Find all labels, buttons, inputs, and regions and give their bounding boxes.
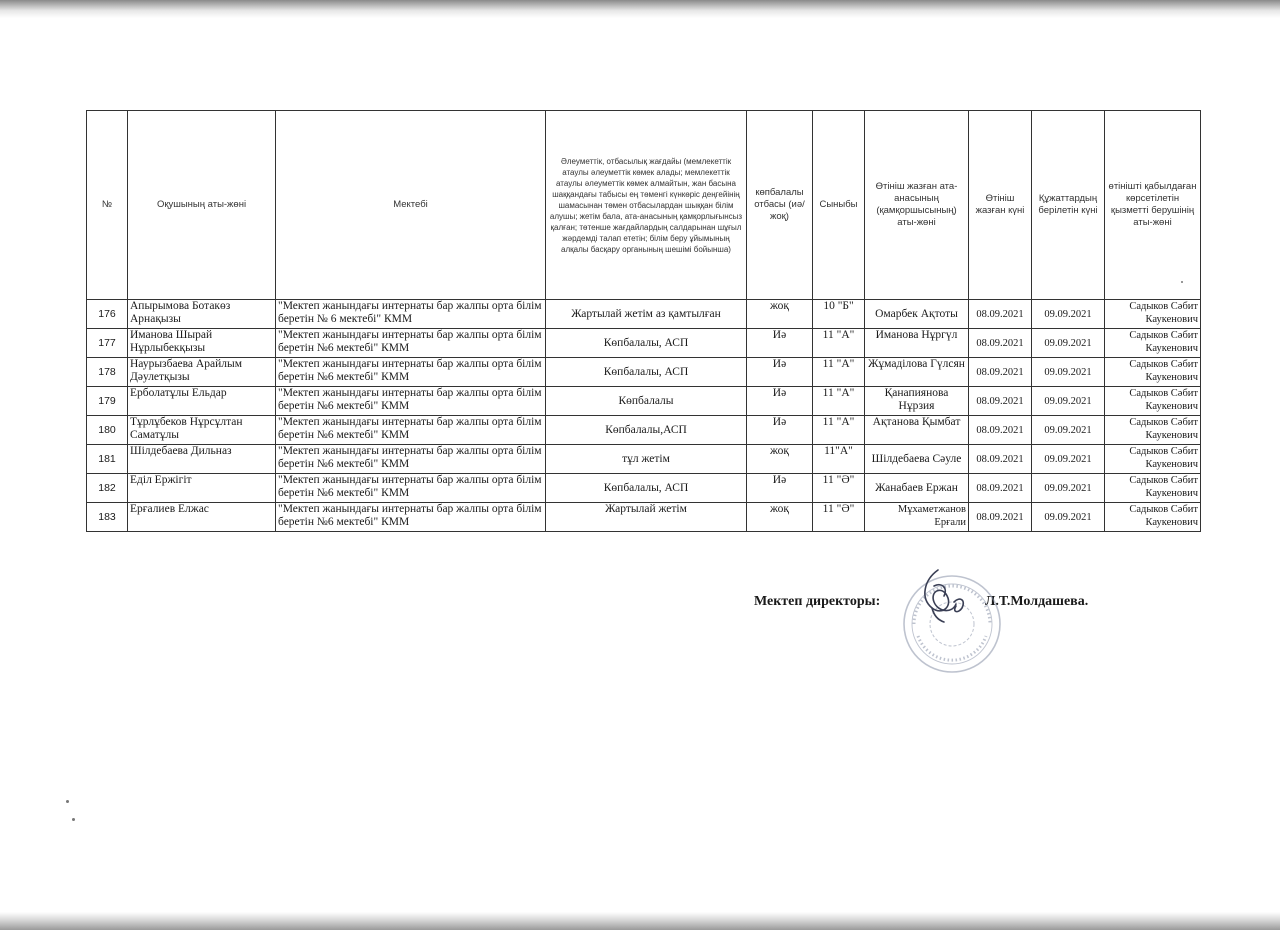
seal-ring-icon [904, 576, 1000, 672]
student-name: Наурызбаева Арайлым Дәулетқызы [128, 358, 276, 387]
student-register-table [86, 110, 1201, 532]
grade: 11 "А" [813, 387, 865, 416]
grade: 10 "Б" [813, 300, 865, 329]
provider-name: Садыков Сәбит Каукенович [1105, 474, 1201, 503]
large-family: Иә [747, 387, 813, 416]
school-name: "Мектеп жанындағы интернаты бар жалпы орта білім беретін №6 мектебі" КММ [276, 387, 546, 416]
table-row [87, 416, 1201, 445]
social-status: Жартылай жетім аз қамтылған [546, 300, 747, 329]
large-family: Иә [747, 474, 813, 503]
application-date: 08.09.2021 [969, 329, 1032, 358]
scan-bottom-edge [0, 912, 1280, 930]
provider-name: Садыков Сәбит Каукенович [1105, 416, 1201, 445]
issue-date: 09.09.2021 [1032, 300, 1105, 329]
header-provider: өтінішті қабылдаған көрсетілетін қызметті берушінің аты-жөні [1105, 111, 1201, 300]
issue-date: 09.09.2021 [1032, 474, 1105, 503]
social-status: Көпбалалы, АСП [546, 358, 747, 387]
large-family: Иә [747, 329, 813, 358]
application-date: 08.09.2021 [969, 503, 1032, 532]
school-name: "Мектеп жанындағы интернаты бар жалпы орта білім беретін № 6 мектебі" КММ [276, 300, 546, 329]
director-name: Л.Т.Молдашева. [985, 594, 1089, 609]
grade: 11 "А" [813, 416, 865, 445]
table-header-row [87, 111, 1201, 300]
table-row [87, 358, 1201, 387]
student-name: Ерғалиев Елжас [128, 503, 276, 532]
provider-name: Садыков Сәбит Каукенович [1105, 358, 1201, 387]
application-date: 08.09.2021 [969, 474, 1032, 503]
parent-name: Омарбек Ақтоты [865, 300, 969, 329]
parent-name: Қанапиянова Нұрзия [865, 387, 969, 416]
grade: 11 "А" [813, 358, 865, 387]
provider-name: Садыков Сәбит Каукенович [1105, 300, 1201, 329]
application-date: 08.09.2021 [969, 300, 1032, 329]
student-name: Тұрлұбеков Нұрсұлтан Саматұлы [128, 416, 276, 445]
parent-name: Жұмаділова Гүлсян [865, 358, 969, 387]
large-family: Иә [747, 358, 813, 387]
issue-date: 09.09.2021 [1032, 503, 1105, 532]
large-family: Иә [747, 416, 813, 445]
issue-date: 09.09.2021 [1032, 358, 1105, 387]
large-family: жоқ [747, 503, 813, 532]
scan-speck [66, 800, 69, 803]
parent-name: Иманова Нұргүл [865, 329, 969, 358]
header-school: Мектебі [276, 111, 546, 300]
row-number: 178 [87, 358, 128, 387]
provider-name: Садыков Сәбит Каукенович [1105, 445, 1201, 474]
header-grade: Сыныбы [813, 111, 865, 300]
header-student-name: Оқушының аты-жөні [128, 111, 276, 300]
provider-name: Садыков Сәбит Каукенович [1105, 503, 1201, 532]
application-date: 08.09.2021 [969, 416, 1032, 445]
header-large-family: көпбалалы отбасы (иә/жоқ) [747, 111, 813, 300]
row-number: 176 [87, 300, 128, 329]
row-number: 177 [87, 329, 128, 358]
student-name: Ерболатұлы Ельдар [128, 387, 276, 416]
grade: 11 "Ә" [813, 474, 865, 503]
row-number: 182 [87, 474, 128, 503]
table-row [87, 445, 1201, 474]
school-seal-stamp-icon [894, 562, 1006, 674]
social-status: Жартылай жетім [546, 503, 747, 532]
school-name: "Мектеп жанындағы интернаты бар жалпы орта білім беретін №6 мектебі" КММ [276, 503, 546, 532]
social-status: Көпбалалы, АСП [546, 474, 747, 503]
social-status: тұл жетім [546, 445, 747, 474]
student-name: Иманова Шырай Нұрлыбекқызы [128, 329, 276, 358]
social-status: Көпбалалы [546, 387, 747, 416]
table-row [87, 300, 1201, 329]
social-status: Көпбалалы, АСП [546, 329, 747, 358]
header-application-date: Өтініш жазған күні [969, 111, 1032, 300]
large-family: жоқ [747, 300, 813, 329]
header-no: № [87, 111, 128, 300]
school-name: "Мектеп жанындағы интернаты бар жалпы орта білім беретін №6 мектебі" КММ [276, 474, 546, 503]
table-row [87, 387, 1201, 416]
row-number: 183 [87, 503, 128, 532]
issue-date: 09.09.2021 [1032, 416, 1105, 445]
grade: 11 "А" [813, 329, 865, 358]
application-date: 08.09.2021 [969, 445, 1032, 474]
application-date: 08.09.2021 [969, 358, 1032, 387]
table-row [87, 474, 1201, 503]
header-parent: Өтініш жазған ата-анасының (қамқоршысының) аты-жөні [865, 111, 969, 300]
school-name: "Мектеп жанындағы интернаты бар жалпы орта білім беретін №6 мектебі" КММ [276, 329, 546, 358]
school-name: "Мектеп жанындағы интернаты бар жалпы орта білім беретін №6 мектебі" КММ [276, 358, 546, 387]
parent-name: Жанабаев Ержан [865, 474, 969, 503]
table-row [87, 329, 1201, 358]
parent-name: Шілдебаева Сәуле [865, 445, 969, 474]
director-title: Мектеп директоры: [754, 594, 881, 609]
parent-name: Мұхаметжанов Ерғали [865, 503, 969, 532]
scan-top-edge [0, 0, 1280, 18]
signature-scribble-icon [925, 570, 963, 622]
issue-date: 09.09.2021 [1032, 387, 1105, 416]
provider-name: Садыков Сәбит Каукенович [1105, 387, 1201, 416]
school-name: "Мектеп жанындағы интернаты бар жалпы орта білім беретін №6 мектебі" КММ [276, 416, 546, 445]
issue-date: 09.09.2021 [1032, 445, 1105, 474]
scan-speck [72, 818, 75, 821]
large-family: жоқ [747, 445, 813, 474]
student-name: Шілдебаева Дильназ [128, 445, 276, 474]
header-social-status: Әлеуметтік, отбасылық жағдайы (мемлекеттік атаулы әлеуметтік көмек алады; мемлекеттік атаулы әлеуметтік көмек алмайтын, жан басына шаққандағы табысы ең төменгі күнкөріс деңгейінің шамасынан төмен отбасылардан шыққан білім алушы; жетім бала, ата-анасының қамқорлығынсыз қалған; төтенше жағдайлардың салдарынан шұғыл жәрдемді талап ететін; білім беру ұйымының алқалы басқару органының шешімі бойынша) [546, 111, 747, 300]
row-number: 180 [87, 416, 128, 445]
issue-date: 09.09.2021 [1032, 329, 1105, 358]
grade: 11 "Ә" [813, 503, 865, 532]
application-date: 08.09.2021 [969, 387, 1032, 416]
grade: 11"А" [813, 445, 865, 474]
parent-name: Ақтанова Қымбат [865, 416, 969, 445]
student-name: Еділ Ержігіт [128, 474, 276, 503]
social-status: Көпбалалы,АСП [546, 416, 747, 445]
header-issue-date: Құжаттардың берілетін күні [1032, 111, 1105, 300]
student-name: Апырымова Ботакөз Арнақызы [128, 300, 276, 329]
row-number: 179 [87, 387, 128, 416]
provider-name: Садыков Сәбит Каукенович [1105, 329, 1201, 358]
row-number: 181 [87, 445, 128, 474]
school-name: "Мектеп жанындағы интернаты бар жалпы орта білім беретін №6 мектебі" КММ [276, 445, 546, 474]
table-row [87, 503, 1201, 532]
